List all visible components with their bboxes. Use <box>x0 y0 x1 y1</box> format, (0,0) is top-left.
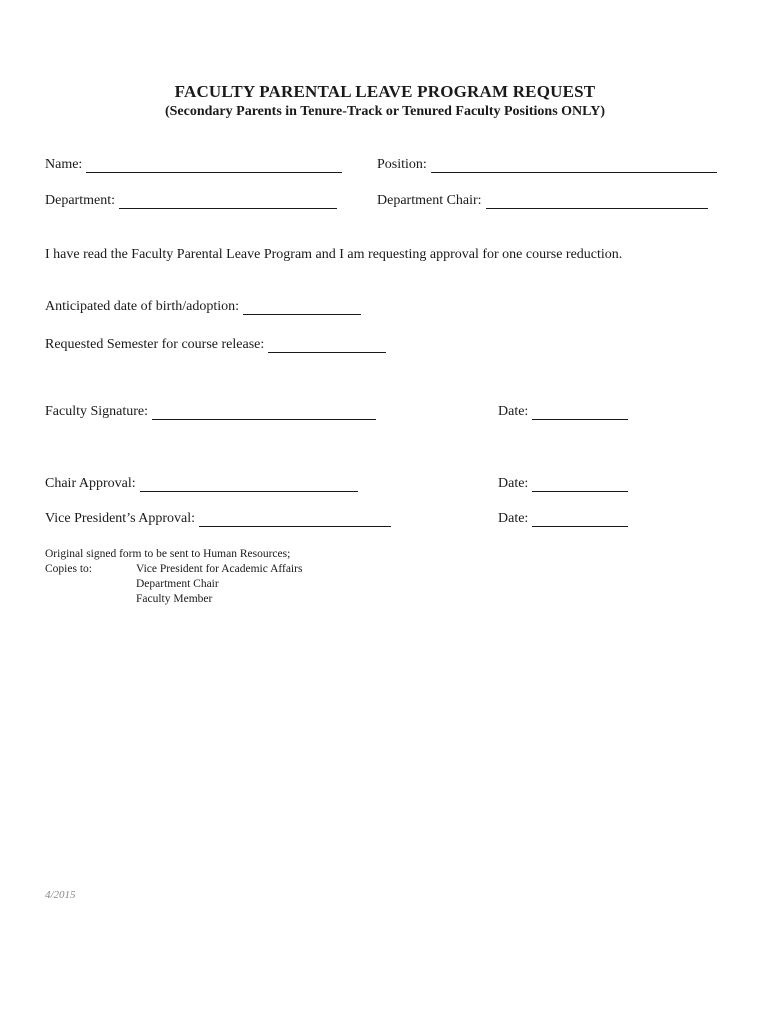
vp-approval-label: Vice President’s Approval: <box>45 511 196 526</box>
department-field[interactable] <box>119 194 337 209</box>
vp-approval-row <box>45 511 391 527</box>
faculty-date-field[interactable] <box>532 405 628 420</box>
distribution-notes <box>45 547 303 605</box>
faculty-signature-row <box>45 404 376 420</box>
name-label: Name: <box>45 157 83 172</box>
vp-date-label: Date: <box>498 511 529 526</box>
chair-date-row <box>498 476 628 492</box>
form-title: FACULTY PARENTAL LEAVE PROGRAM REQUEST <box>174 82 596 101</box>
chair-date-field[interactable] <box>532 477 628 492</box>
faculty-signature-label: Faculty Signature: <box>45 404 149 419</box>
request-statement: I have read the Faculty Parental Leave Program and I am requesting approval for one course reduction. <box>45 247 623 262</box>
position-row <box>377 157 717 173</box>
semester-field[interactable] <box>268 338 386 353</box>
position-label: Position: <box>377 157 427 172</box>
chair-approval-field[interactable] <box>140 477 358 492</box>
birth-date-row <box>45 299 361 315</box>
birth-date-label: Anticipated date of birth/adoption: <box>45 299 240 314</box>
copy-recipient: Faculty Member <box>136 593 213 605</box>
position-field[interactable] <box>431 158 717 173</box>
department-row <box>45 193 337 209</box>
chair-approval-label: Chair Approval: <box>45 476 136 491</box>
name-row <box>45 157 342 173</box>
department-chair-label: Department Chair: <box>377 193 482 208</box>
semester-row <box>45 337 386 353</box>
chair-approval-row <box>45 476 358 492</box>
vp-approval-field[interactable] <box>199 512 391 527</box>
birth-date-field[interactable] <box>243 300 361 315</box>
faculty-signature-field[interactable] <box>152 405 376 420</box>
original-routing-note: Original signed form to be sent to Human Resources; <box>45 548 291 560</box>
copies-list <box>136 562 302 607</box>
name-field[interactable] <box>86 158 342 173</box>
faculty-date-label: Date: <box>498 404 529 419</box>
vp-date-row <box>498 511 628 527</box>
department-chair-field[interactable] <box>486 194 708 209</box>
form-subtitle: (Secondary Parents in Tenure-Track or Tenured Faculty Positions ONLY) <box>164 104 605 119</box>
semester-label: Requested Semester for course release: <box>45 337 265 352</box>
copy-recipient: Vice President for Academic Affairs <box>136 563 303 575</box>
copies-label: Copies to: <box>45 563 92 575</box>
copy-recipient: Department Chair <box>136 578 219 590</box>
revision-date: 4/2015 <box>45 889 76 901</box>
department-label: Department: <box>45 193 115 208</box>
vp-date-field[interactable] <box>532 512 628 527</box>
chair-date-label: Date: <box>498 476 529 491</box>
faculty-date-row <box>498 404 628 420</box>
department-chair-row <box>377 193 708 209</box>
